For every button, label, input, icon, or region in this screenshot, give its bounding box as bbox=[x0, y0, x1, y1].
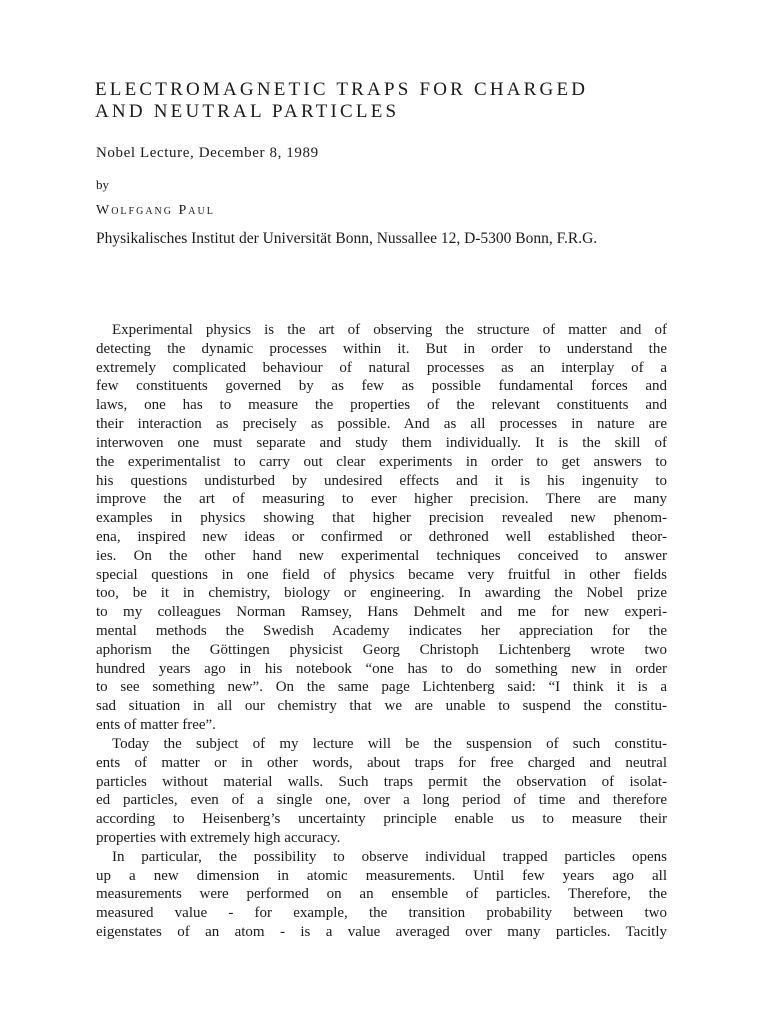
body-line: hundred years ago in his notebook “one has to do something new in order bbox=[96, 660, 667, 677]
body-line: few constituents governed by as few as possible fundamental forces and bbox=[96, 378, 667, 395]
body-line: improve the art of measuring to ever higher precision. There are many bbox=[96, 491, 667, 508]
body-line: sad situation in all our chemistry that we are unable to suspend the constitu- bbox=[96, 698, 667, 715]
body-line: particles without material walls. Such traps permit the observation of isolat- bbox=[96, 773, 667, 790]
body-line: Experimental physics is the art of observing the structure of matter and of bbox=[112, 322, 667, 338]
byline-label: by bbox=[96, 177, 109, 192]
body-line: too, be it in chemistry, biology or engineering. In awarding the Nobel prize bbox=[96, 585, 667, 602]
body-text bbox=[96, 321, 667, 942]
author-name: Wolfgang Paul bbox=[96, 203, 215, 218]
body-line: laws, one has to measure the properties of the relevant constituents and bbox=[96, 397, 667, 414]
body-line: ents of matter or in other words, about traps for free charged and neutral bbox=[96, 754, 667, 771]
body-line: eigenstates of an atom - is a value averaged over many particles. Tacitly bbox=[96, 924, 667, 940]
body-line: ena, inspired new ideas or confirmed or dethroned well established theor- bbox=[96, 528, 667, 545]
body-line: mental methods the Swedish Academy indicates her appreciation for the bbox=[96, 623, 667, 639]
body-line: examples in physics showing that higher precision revealed new phenom- bbox=[96, 510, 667, 527]
body-line: up a new dimension in atomic measurements. Until few years ago all bbox=[96, 867, 667, 884]
body-line: his questions undisturbed by undesired effects and it is his ingenuity to bbox=[96, 472, 667, 489]
body-line: ies. On the other hand new experimental techniques conceived to answer bbox=[96, 547, 667, 564]
lecture-date: Nobel Lecture, December 8, 1989 bbox=[96, 145, 319, 161]
body-line: measurements were performed on an ensemble of particles. Therefore, the bbox=[96, 886, 667, 903]
body-line: special questions in one field of physics became very fruitful in other fields bbox=[96, 566, 667, 583]
body-line: ents of matter free”. bbox=[96, 717, 216, 734]
author-affiliation: Physikalisches Institut der Universität Bonn, Nussallee 12, D-5300 Bonn, F.R.G. bbox=[96, 230, 598, 247]
body-line: ed particles, even of a single one, over a long period of time and therefore bbox=[96, 792, 667, 809]
paper-title-line-1: ELECTROMAGNETIC TRAPS FOR CHARGED bbox=[95, 79, 589, 100]
paper-title-line-2: AND NEUTRAL PARTICLES bbox=[95, 101, 400, 122]
body-line: properties with extremely high accuracy. bbox=[96, 829, 341, 846]
body-line: interwoven one must separate and study them individually. It is the skill of bbox=[96, 434, 667, 451]
body-line: measured value - for example, the transition probability between two bbox=[96, 905, 667, 922]
body-line: to my colleagues Norman Ramsey, Hans Dehmelt and me for new experi- bbox=[96, 604, 667, 621]
body-line: aphorism the Göttingen physicist Georg Christoph Lichtenberg wrote two bbox=[96, 641, 667, 658]
body-line: Today the subject of my lecture will be the suspension of such constitu- bbox=[112, 735, 667, 752]
body-line: the experimentalist to carry out clear experiments in order to get answers to bbox=[96, 453, 667, 470]
body-line: In particular, the possibility to observe individual trapped particles opens bbox=[112, 848, 667, 865]
body-line: detecting the dynamic processes within it. But in order to understand the bbox=[96, 340, 667, 357]
body-line: their interaction as precisely as possible. And as all processes in nature are bbox=[96, 416, 667, 433]
body-line: extremely complicated behaviour of natural processes as an interplay of a bbox=[96, 359, 667, 376]
body-line: to see something new”. On the same page Lichtenberg said: “I think it is a bbox=[96, 679, 667, 696]
body-line: according to Heisenberg’s uncertainty principle enable us to measure their bbox=[96, 811, 667, 828]
